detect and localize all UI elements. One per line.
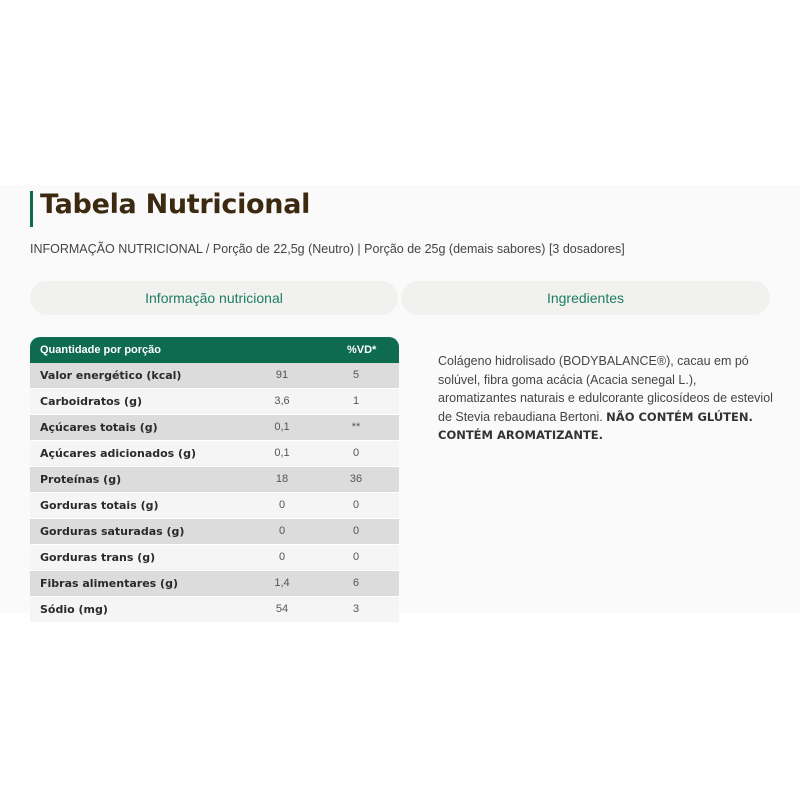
header-serving-label: Quantidade por porção <box>40 344 162 356</box>
row-name: Açúcares totais (g) <box>40 421 158 434</box>
table-row <box>30 597 399 623</box>
table-row <box>30 363 399 389</box>
nutrition-table <box>30 337 399 623</box>
row-vd: 5 <box>352 369 360 381</box>
row-qty: 18 <box>275 473 289 485</box>
table-row <box>30 493 399 519</box>
page-title: Tabela Nutricional <box>40 189 311 220</box>
row-vd: 0 <box>352 525 360 537</box>
table-row <box>30 519 399 545</box>
table-row <box>30 545 399 571</box>
ingredients-text <box>438 352 778 445</box>
row-qty: 1,4 <box>274 577 290 589</box>
row-vd: 36 <box>349 473 363 485</box>
row-name: Gorduras totais (g) <box>40 499 159 512</box>
header-vd-label: %VD* <box>347 344 377 356</box>
table-row <box>30 571 399 597</box>
row-name: Carboidratos (g) <box>40 395 142 408</box>
row-vd: 6 <box>352 577 360 589</box>
row-vd: ** <box>351 421 361 433</box>
row-qty: 3,6 <box>274 395 290 407</box>
row-name: Valor energético (kcal) <box>40 369 182 382</box>
row-vd: 0 <box>352 499 360 511</box>
table-row <box>30 389 399 415</box>
row-vd: 0 <box>352 551 360 563</box>
tab-nutrition-info[interactable]: Informação nutricional <box>30 281 398 315</box>
row-qty: 0 <box>278 499 286 511</box>
row-name: Fibras alimentares (g) <box>40 577 178 590</box>
serving-info: INFORMAÇÃO NUTRICIONAL / Porção de 22,5g (Neutro) | Porção de 25g (demais sabores) [3 dosadores] <box>30 242 625 256</box>
row-qty: 0 <box>278 525 286 537</box>
row-qty: 0,1 <box>274 447 290 459</box>
row-vd: 0 <box>352 447 360 459</box>
row-name: Proteínas (g) <box>40 473 122 486</box>
row-qty: 0,1 <box>274 421 290 433</box>
row-name: Sódio (mg) <box>40 603 108 616</box>
row-vd: 3 <box>352 603 360 615</box>
row-qty: 54 <box>275 603 289 615</box>
table-row <box>30 415 399 441</box>
ingredients-body: Colágeno hidrolisado (BODYBALANCE®), cacau em pó solúvel, fibra goma acácia (Acacia senegal L.), aromatizantes naturais e edulcorante glicosídeos de esteviol de Stevia rebaudiana Bertoni. <box>438 354 773 424</box>
row-name: Gorduras saturadas (g) <box>40 525 185 538</box>
table-row <box>30 441 399 467</box>
row-qty: 0 <box>278 551 286 563</box>
ingredients-warning: NÃO CONTÉM GLÚTEN. CONTÉM AROMATIZANTE. <box>438 409 753 442</box>
title-accent-bar <box>30 191 33 227</box>
row-qty: 91 <box>275 369 289 381</box>
row-vd: 1 <box>352 395 360 407</box>
row-name: Gorduras trans (g) <box>40 551 156 564</box>
table-header <box>30 337 399 363</box>
tab-ingredients[interactable]: Ingredientes <box>401 281 770 315</box>
table-row <box>30 467 399 493</box>
row-name: Açúcares adicionados (g) <box>40 447 196 460</box>
